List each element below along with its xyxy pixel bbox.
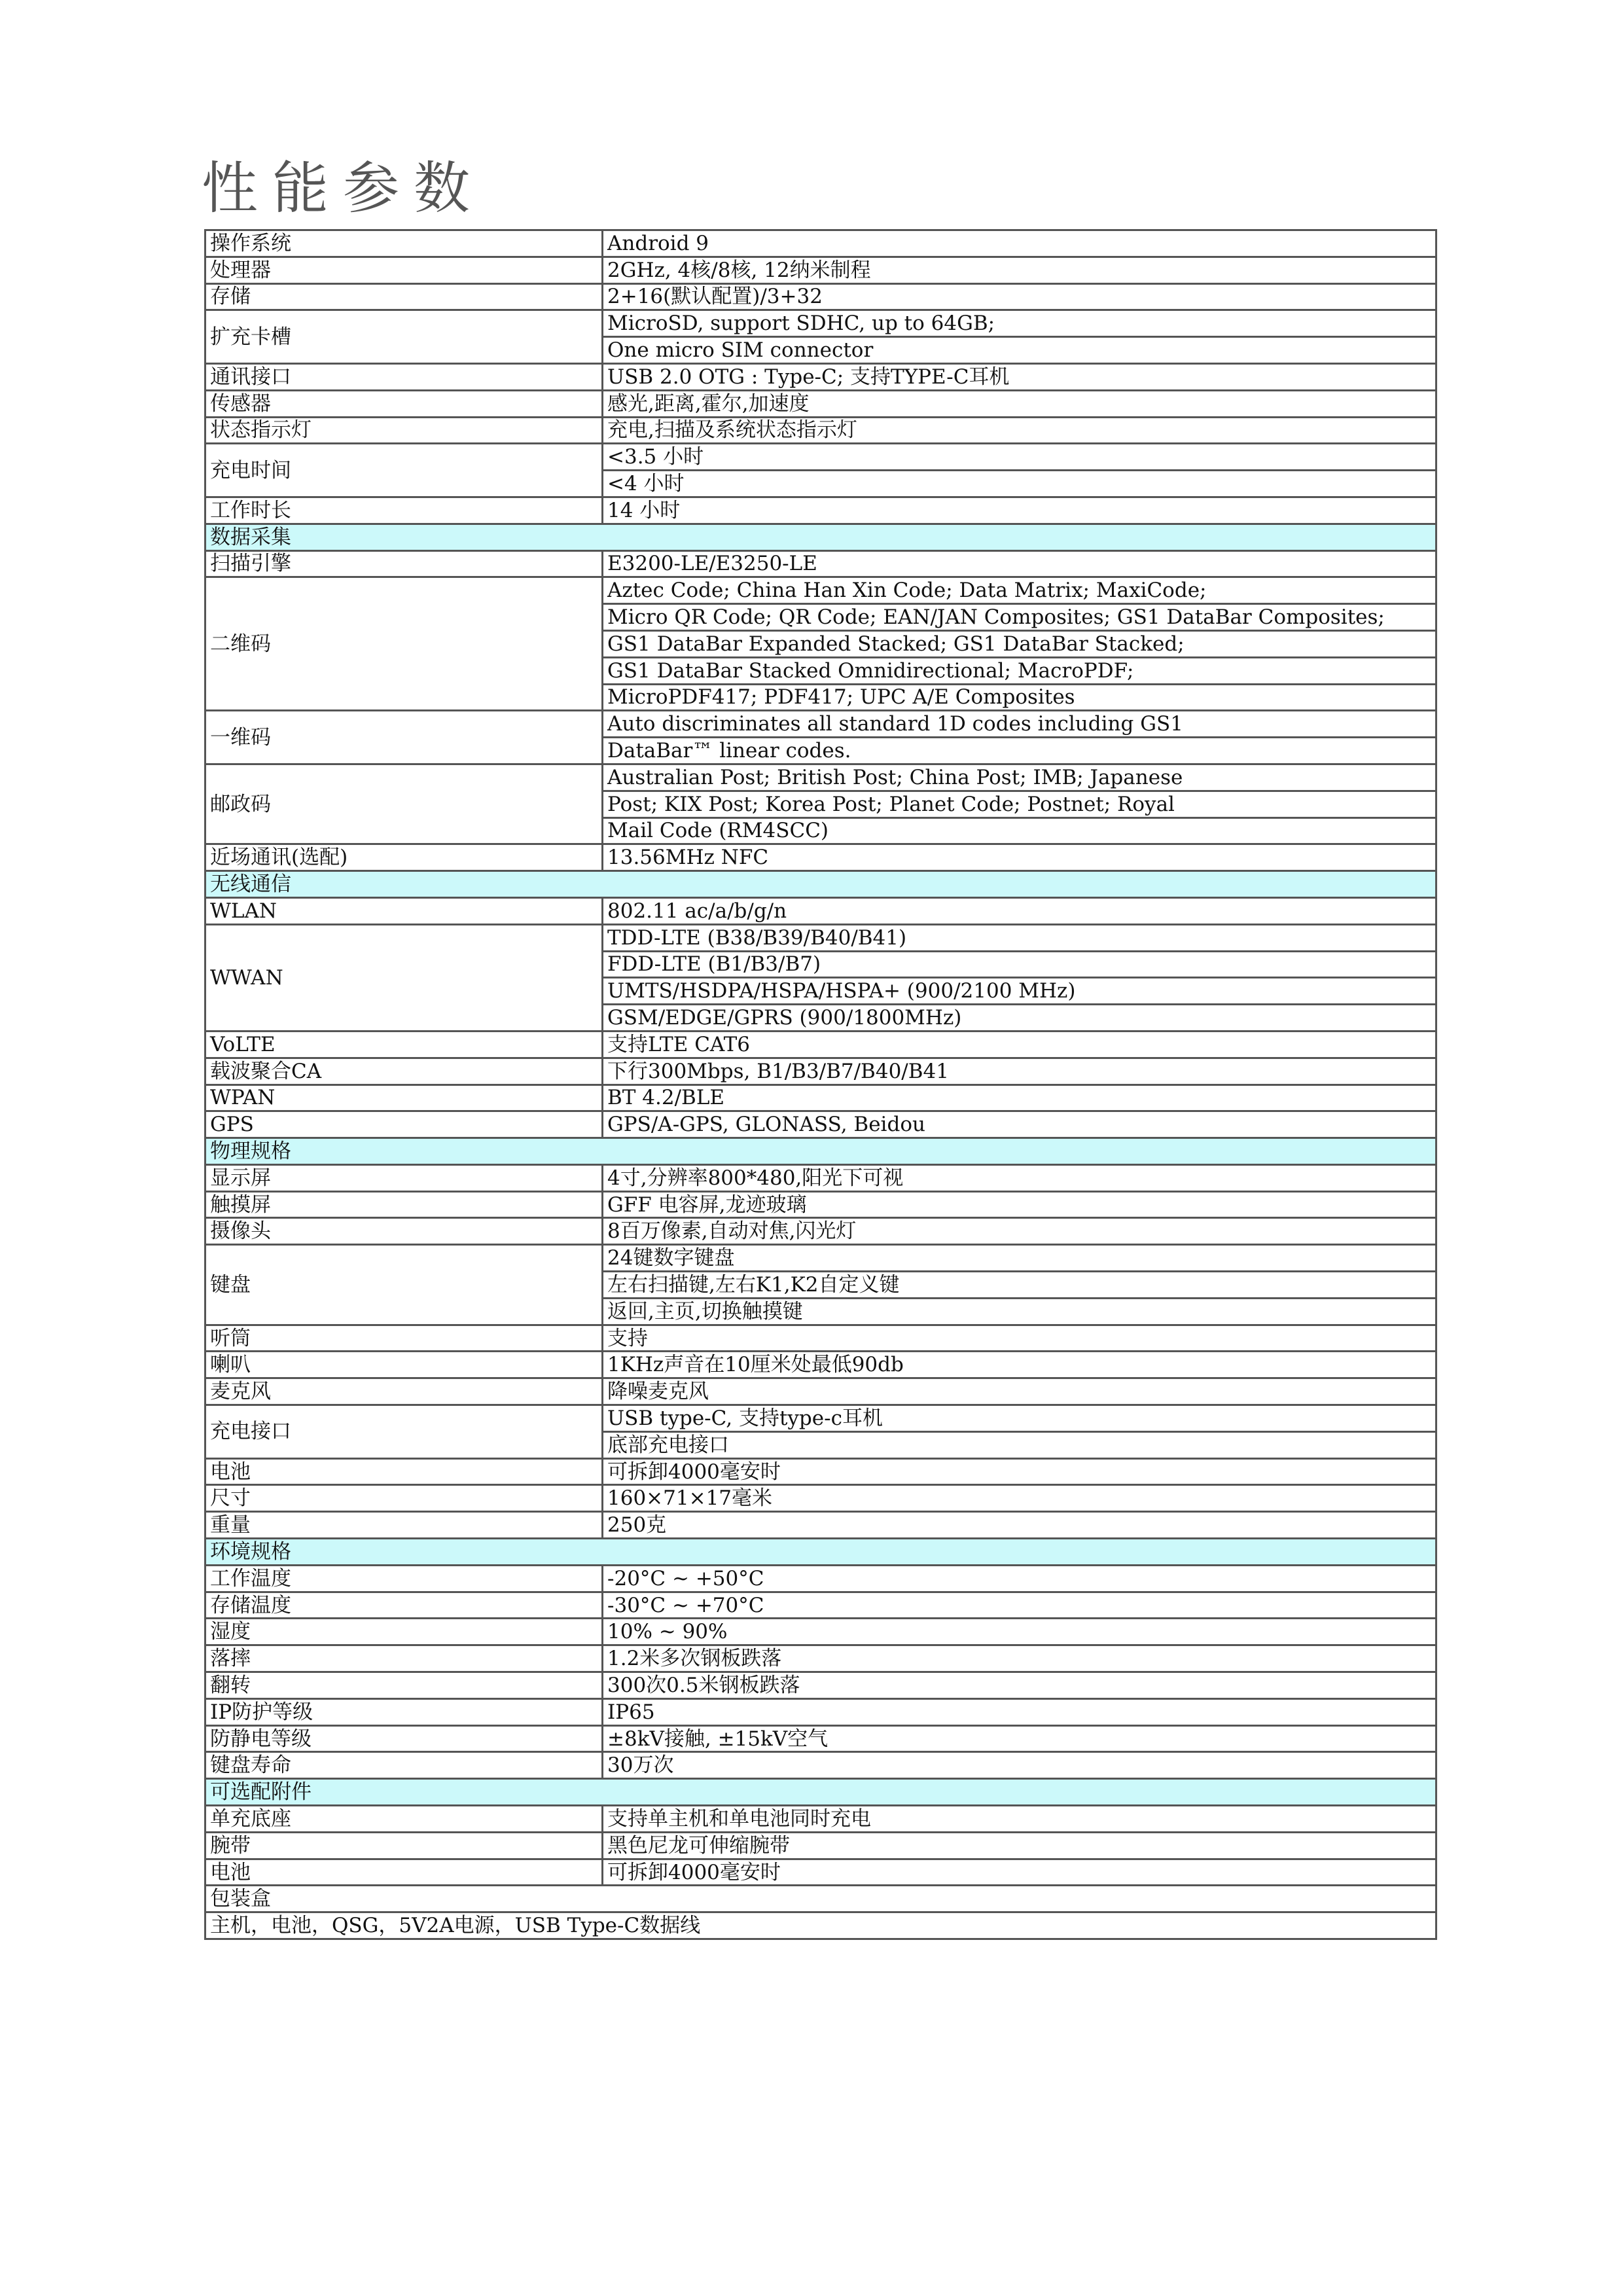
spec-value: 黑色尼龙可伸缩腕带 xyxy=(603,1832,1436,1859)
spec-value: -20°C ~ +50°C xyxy=(603,1565,1436,1592)
spec-value: 感光,距离,霍尔,加速度 xyxy=(603,390,1436,417)
spec-label: 处理器 xyxy=(205,257,603,283)
spec-label: 操作系统 xyxy=(205,230,603,257)
spec-label: 充电接口 xyxy=(205,1405,603,1459)
spec-label: 尺寸 xyxy=(205,1485,603,1512)
full-width-cell: 包装盒 xyxy=(205,1886,1436,1912)
spec-label: 腕带 xyxy=(205,1832,603,1859)
spec-value: GS1 DataBar Expanded Stacked; GS1 DataBar Stacked; xyxy=(603,630,1436,657)
spec-value: 1.2米多次钢板跌落 xyxy=(603,1645,1436,1672)
spec-label: 邮政码 xyxy=(205,764,603,844)
spec-value: 2+16(默认配置)/3+32 xyxy=(603,283,1436,310)
full-width-cell: 主机，电池，QSG，5V2A电源，USB Type-C数据线 xyxy=(205,1912,1436,1939)
spec-value: Android 9 xyxy=(603,230,1436,257)
spec-value: GS1 DataBar Stacked Omnidirectional; MacroPDF; xyxy=(603,657,1436,684)
page-title: 性能参数 xyxy=(202,156,484,221)
spec-label: 通讯接口 xyxy=(205,363,603,390)
spec-value: USB 2.0 OTG : Type-C; 支持TYPE-C耳机 xyxy=(603,363,1436,390)
spec-label: 落摔 xyxy=(205,1645,603,1672)
spec-value: BT 4.2/BLE xyxy=(603,1085,1436,1111)
spec-label: 工作时长 xyxy=(205,497,603,524)
spec-label: 键盘 xyxy=(205,1245,603,1325)
spec-value: UMTS/HSDPA/HSPA/HSPA+ (900/2100 MHz) xyxy=(603,978,1436,1005)
spec-value: FDD-LTE (B1/B3/B7) xyxy=(603,951,1436,978)
spec-value: TDD-LTE (B38/B39/B40/B41) xyxy=(603,924,1436,951)
spec-value: 下行300Mbps, B1/B3/B7/B40/B41 xyxy=(603,1058,1436,1085)
spec-label: 单充底座 xyxy=(205,1806,603,1833)
spec-value: Aztec Code; China Han Xin Code; Data Matrix; MaxiCode; xyxy=(603,577,1436,604)
spec-value: GFF 电容屏,龙迹玻璃 xyxy=(603,1191,1436,1218)
spec-label: 近场通讯(选配) xyxy=(205,844,603,871)
spec-value: 支持 xyxy=(603,1325,1436,1352)
spec-row xyxy=(205,1031,1436,1058)
spec-label: 重量 xyxy=(205,1512,603,1539)
spec-row xyxy=(205,1619,1436,1645)
spec-value: MicroPDF417; PDF417; UPC A/E Composites xyxy=(603,684,1436,711)
spec-table-body xyxy=(205,230,1436,1939)
spec-label: 充电时间 xyxy=(205,444,603,497)
spec-label: 电池 xyxy=(205,1458,603,1485)
spec-value: 10% ~ 90% xyxy=(603,1619,1436,1645)
spec-label: 键盘寿命 xyxy=(205,1752,603,1779)
spec-value: IP65 xyxy=(603,1698,1436,1725)
spec-row xyxy=(205,390,1436,417)
spec-row xyxy=(205,924,1436,951)
section-header-row xyxy=(205,1138,1436,1165)
spec-row xyxy=(205,257,1436,283)
spec-row xyxy=(205,310,1436,337)
spec-value: Post; KIX Post; Korea Post; Planet Code; Postnet; Royal xyxy=(603,791,1436,817)
spec-value: 250克 xyxy=(603,1512,1436,1539)
spec-label: 一维码 xyxy=(205,711,603,764)
spec-row xyxy=(205,1859,1436,1886)
spec-row xyxy=(205,577,1436,604)
spec-label: 扫描引擎 xyxy=(205,550,603,577)
spec-value: <4 小时 xyxy=(603,471,1436,497)
spec-table xyxy=(204,229,1437,1940)
section-header: 数据采集 xyxy=(205,524,1436,550)
spec-row xyxy=(205,1325,1436,1352)
spec-row xyxy=(205,711,1436,738)
spec-label: 载波聚合CA xyxy=(205,1058,603,1085)
spec-row xyxy=(205,550,1436,577)
spec-row xyxy=(205,1405,1436,1432)
full-width-row xyxy=(205,1886,1436,1912)
spec-label: 湿度 xyxy=(205,1619,603,1645)
spec-value: 可拆卸4000毫安时 xyxy=(603,1859,1436,1886)
spec-label: 电池 xyxy=(205,1859,603,1886)
spec-value: 13.56MHz NFC xyxy=(603,844,1436,871)
spec-row xyxy=(205,1565,1436,1592)
spec-label: 翻转 xyxy=(205,1672,603,1699)
spec-label: 摄像头 xyxy=(205,1218,603,1245)
spec-row xyxy=(205,1485,1436,1512)
spec-value: ±8kV接触, ±15kV空气 xyxy=(603,1725,1436,1752)
spec-value: 可拆卸4000毫安时 xyxy=(603,1458,1436,1485)
spec-value: <3.5 小时 xyxy=(603,444,1436,471)
spec-row xyxy=(205,1378,1436,1405)
section-header-row xyxy=(205,524,1436,550)
section-header-row xyxy=(205,871,1436,898)
spec-row xyxy=(205,1698,1436,1725)
spec-row xyxy=(205,1111,1436,1138)
spec-row xyxy=(205,1085,1436,1111)
spec-row xyxy=(205,844,1436,871)
spec-value: 支持单主机和单电池同时充电 xyxy=(603,1806,1436,1833)
spec-value: 支持LTE CAT6 xyxy=(603,1031,1436,1058)
spec-value: 802.11 ac/a/b/g/n xyxy=(603,897,1436,924)
spec-value: 充电,扫描及系统状态指示灯 xyxy=(603,417,1436,444)
spec-value: One micro SIM connector xyxy=(603,337,1436,364)
spec-label: 听筒 xyxy=(205,1325,603,1352)
spec-value: 30万次 xyxy=(603,1752,1436,1779)
section-header: 物理规格 xyxy=(205,1138,1436,1165)
spec-row xyxy=(205,1245,1436,1272)
spec-label: WWAN xyxy=(205,924,603,1031)
spec-label: IP防护等级 xyxy=(205,1698,603,1725)
spec-label: 存储温度 xyxy=(205,1592,603,1619)
spec-value: 1KHz声音在10厘米处最低90db xyxy=(603,1352,1436,1378)
spec-row xyxy=(205,283,1436,310)
spec-row xyxy=(205,764,1436,791)
spec-value: 4寸,分辨率800*480,阳光下可视 xyxy=(603,1164,1436,1191)
spec-row xyxy=(205,1832,1436,1859)
spec-label: 工作温度 xyxy=(205,1565,603,1592)
spec-value: Auto discriminates all standard 1D codes including GS1 xyxy=(603,711,1436,738)
spec-label: 显示屏 xyxy=(205,1164,603,1191)
spec-value: DataBar™ linear codes. xyxy=(603,738,1436,764)
spec-label: VoLTE xyxy=(205,1031,603,1058)
spec-label: WLAN xyxy=(205,897,603,924)
spec-value: GSM/EDGE/GPRS (900/1800MHz) xyxy=(603,1005,1436,1031)
section-header: 无线通信 xyxy=(205,871,1436,898)
spec-row xyxy=(205,444,1436,471)
spec-row xyxy=(205,1191,1436,1218)
spec-value: Mail Code (RM4SCC) xyxy=(603,817,1436,844)
spec-row xyxy=(205,1058,1436,1085)
spec-label: 状态指示灯 xyxy=(205,417,603,444)
spec-row xyxy=(205,497,1436,524)
section-header: 可选配附件 xyxy=(205,1779,1436,1806)
spec-row xyxy=(205,1512,1436,1539)
spec-value: 底部充电接口 xyxy=(603,1431,1436,1458)
spec-label: 存储 xyxy=(205,283,603,310)
section-header-row xyxy=(205,1539,1436,1566)
spec-row xyxy=(205,1645,1436,1672)
spec-label: 传感器 xyxy=(205,390,603,417)
section-header-row xyxy=(205,1779,1436,1806)
spec-label: 扩充卡槽 xyxy=(205,310,603,364)
spec-value: 24键数字键盘 xyxy=(603,1245,1436,1272)
spec-row xyxy=(205,897,1436,924)
spec-value: 8百万像素,自动对焦,闪光灯 xyxy=(603,1218,1436,1245)
spec-value: Micro QR Code; QR Code; EAN/JAN Composites; GS1 DataBar Composites; xyxy=(603,604,1436,631)
spec-value: 左右扫描键,左右K1,K2自定义键 xyxy=(603,1272,1436,1299)
spec-value: -30°C ~ +70°C xyxy=(603,1592,1436,1619)
spec-label: GPS xyxy=(205,1111,603,1138)
spec-value: Australian Post; British Post; China Post; IMB; Japanese xyxy=(603,764,1436,791)
spec-value: 返回,主页,切换触摸键 xyxy=(603,1298,1436,1325)
spec-value: E3200-LE/E3250-LE xyxy=(603,550,1436,577)
spec-label: 二维码 xyxy=(205,577,603,711)
spec-row xyxy=(205,1352,1436,1378)
spec-row xyxy=(205,1592,1436,1619)
section-header: 环境规格 xyxy=(205,1539,1436,1566)
spec-value: GPS/A-GPS, GLONASS, Beidou xyxy=(603,1111,1436,1138)
full-width-row xyxy=(205,1912,1436,1939)
spec-value: 2GHz, 4核/8核, 12纳米制程 xyxy=(603,257,1436,283)
spec-row xyxy=(205,230,1436,257)
spec-value: MicroSD, support SDHC, up to 64GB; xyxy=(603,310,1436,337)
spec-label: 麦克风 xyxy=(205,1378,603,1405)
spec-row xyxy=(205,1725,1436,1752)
spec-row xyxy=(205,363,1436,390)
spec-row xyxy=(205,1164,1436,1191)
spec-row xyxy=(205,1806,1436,1833)
spec-row xyxy=(205,1752,1436,1779)
spec-label: 触摸屏 xyxy=(205,1191,603,1218)
spec-value: 160×71×17毫米 xyxy=(603,1485,1436,1512)
spec-row xyxy=(205,1218,1436,1245)
spec-value: 14 小时 xyxy=(603,497,1436,524)
spec-row xyxy=(205,1458,1436,1485)
spec-value: 降噪麦克风 xyxy=(603,1378,1436,1405)
spec-value: USB type-C, 支持type-c耳机 xyxy=(603,1405,1436,1432)
spec-row xyxy=(205,1672,1436,1699)
spec-row xyxy=(205,417,1436,444)
spec-label: WPAN xyxy=(205,1085,603,1111)
spec-label: 防静电等级 xyxy=(205,1725,603,1752)
spec-value: 300次0.5米钢板跌落 xyxy=(603,1672,1436,1699)
spec-label: 喇叭 xyxy=(205,1352,603,1378)
